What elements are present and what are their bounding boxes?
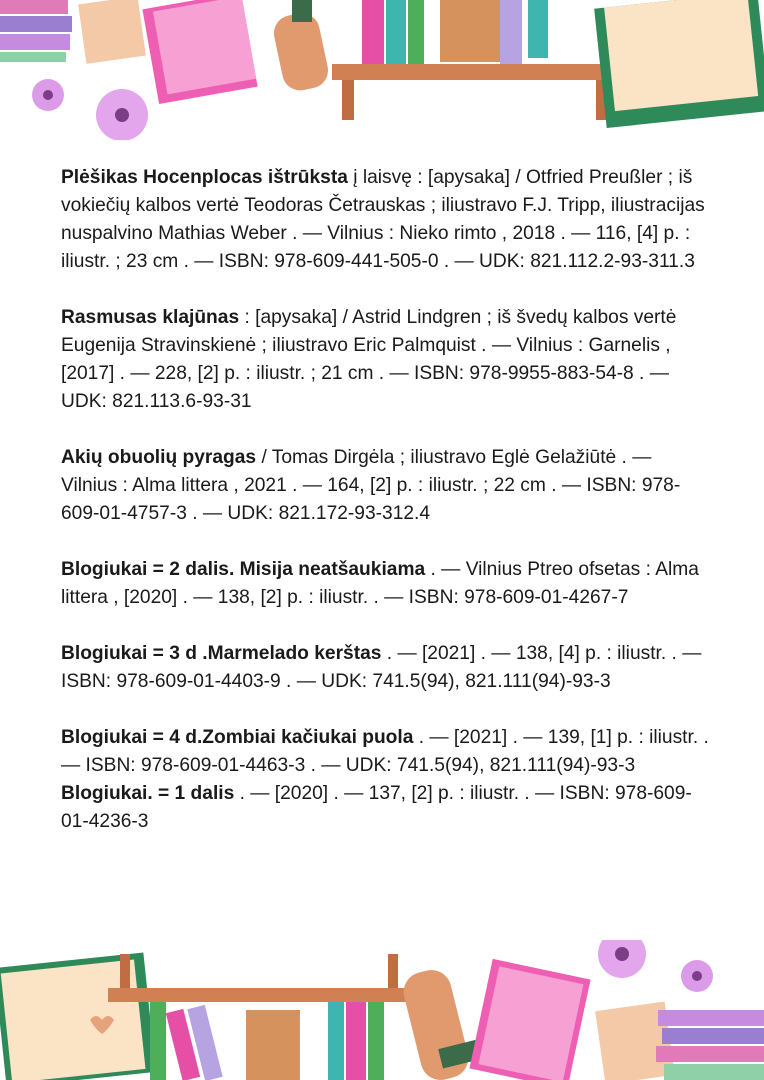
bottom-books-illustration bbox=[0, 940, 764, 1080]
book-entry bbox=[61, 724, 711, 780]
book-entry bbox=[61, 164, 711, 276]
book-details: . — [2020] . — 137, [2] p. : iliustr. . — ISBN: 978-609-01-4236-3 bbox=[61, 783, 692, 832]
book-entry bbox=[61, 444, 711, 528]
open-notebook-icon bbox=[0, 952, 156, 1080]
shelf bbox=[108, 954, 408, 1002]
stacked-books-right bbox=[656, 1010, 764, 1080]
book-pink-icon bbox=[142, 0, 257, 104]
book-list bbox=[61, 164, 711, 836]
flower-icon bbox=[681, 960, 713, 992]
book-entry bbox=[61, 640, 711, 696]
book-details: . — [2021] . — 138, [4] p. : iliustr. . — ISBN: 978-609-01-4403-9 . — UDK: 741.5(94), 821.111(94)-93-3 bbox=[61, 643, 702, 692]
stacked-books-left bbox=[0, 0, 72, 62]
book-details: / Tomas Dirgėla ; iliustravo Eglė Gelažiūtė . — Vilnius : Alma littera , 2021 . — 164, [2] p. : iliustr. ; 22 cm . — ISBN: 978-609-01-4757-3 . — UDK: 821.172-93-312.4 bbox=[61, 447, 681, 524]
book-details: : [apysaka] / Astrid Lindgren ; iš švedų kalbos vertė Eugenija Stravinskienė ; iliustravo Eric Palmquist . — Vilnius : Garnelis , [2017] . — 228, [2] p. : iliustr. ; 21 cm . — ISBN: 978-9955-883-54-8 . — UDK: 821.113.6-93-31 bbox=[61, 307, 677, 412]
shelf bbox=[332, 64, 632, 120]
book-title: Blogiukai. = 1 dalis bbox=[61, 783, 235, 804]
book-pink-icon bbox=[469, 959, 590, 1080]
flower-icon bbox=[96, 89, 148, 140]
standing-books bbox=[362, 0, 548, 64]
book-title: Rasmusas klajūnas bbox=[61, 307, 240, 328]
book-details: . — [2021] . — 139, [1] p. : iliustr. . — ISBN: 978-609-01-4463-3 . — UDK: 741.5(94), 821.111(94)-93-3 bbox=[61, 727, 709, 776]
book-entry bbox=[61, 780, 711, 836]
book-title: Blogiukai = 2 dalis. Misija neatšaukiama bbox=[61, 559, 426, 580]
scroll-icon bbox=[399, 966, 481, 1080]
book-title: Blogiukai = 3 d .Marmelado kerštas bbox=[61, 643, 382, 664]
flower-icon bbox=[598, 940, 646, 978]
book-title: Akių obuolių pyragas bbox=[61, 447, 257, 468]
book-details: . — Vilnius Ptreo ofsetas : Alma littera , [2020] . — 138, [2] p. : iliustr. . — ISBN: 978-609-01-4267-7 bbox=[61, 559, 699, 608]
open-notebook-icon bbox=[594, 0, 764, 128]
book-entry bbox=[61, 304, 711, 416]
top-books-illustration bbox=[0, 0, 764, 140]
envelope-icon bbox=[78, 0, 146, 64]
book-title: Plėšikas Hocenplocas ištrūksta bbox=[61, 167, 348, 188]
scroll-icon bbox=[271, 0, 332, 94]
book-entry bbox=[61, 556, 711, 612]
book-title: Blogiukai = 4 d.Zombiai kačiukai puola bbox=[61, 727, 414, 748]
standing-books bbox=[150, 1002, 384, 1080]
book-details: į laisvę : [apysaka] / Otfried Preußler ; iš vokiečių kalbos vertė Teodoras Četrauskas ; iliustravo F.J. Tripp, iliustracijas nuspalvino Mathias Weber . — Vilnius : Nieko rimto , 2018 . — 116, [4] p. : iliustr. ; 23 cm . — ISBN: 978-609-441-505-0 . — UDK: 821.112.2-93-311.3 bbox=[61, 167, 705, 272]
flower-icon bbox=[32, 79, 64, 111]
